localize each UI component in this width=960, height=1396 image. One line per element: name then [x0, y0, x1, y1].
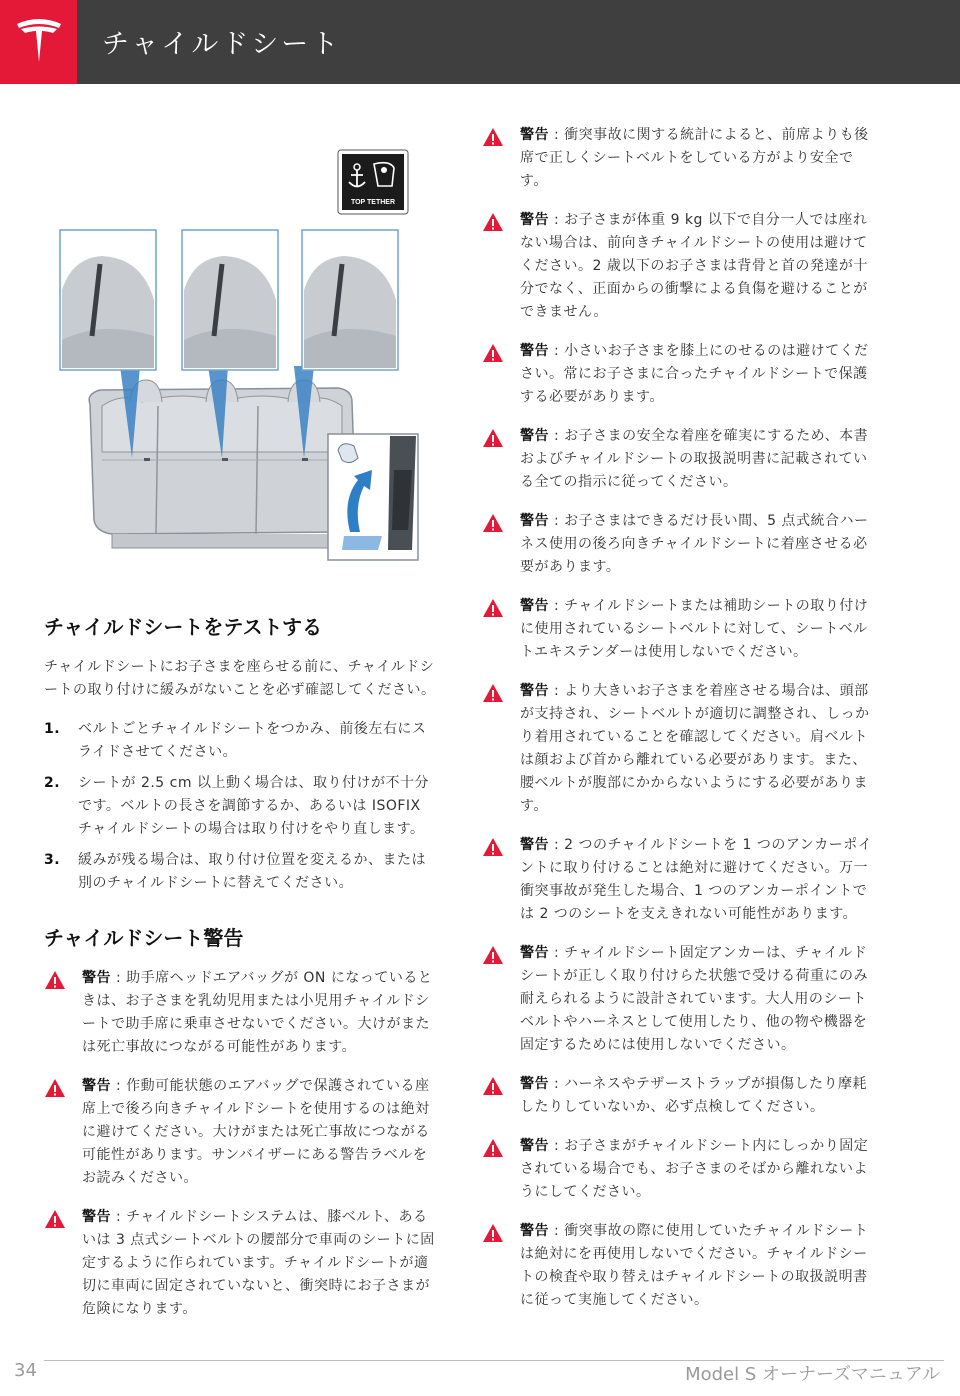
- warning-item: [44, 967, 440, 1059]
- warning-separator: :: [549, 1223, 565, 1239]
- step-text: シートが 2.5 cm 以上動く場合は、取り付けが不十分です。ベルトの長さを調節するか、あるいは ISOFIX チャイルドシートの場合は取り付けをやり直します。: [78, 775, 429, 837]
- list-item: [44, 718, 440, 764]
- warning-separator: :: [549, 1138, 565, 1154]
- warning-separator: :: [549, 212, 565, 228]
- warning-item: [482, 1073, 878, 1119]
- step-number: 2.: [44, 775, 61, 791]
- warning-item: [482, 1135, 878, 1204]
- warning-label: 警告: [520, 127, 549, 143]
- warning-separator: :: [549, 513, 565, 529]
- warning-triangle-icon: [482, 513, 504, 533]
- chapter-title: チャイルドシート: [102, 29, 342, 60]
- warning-item: [482, 209, 878, 324]
- warning-label: 警告: [520, 683, 549, 699]
- right-column: [482, 124, 878, 1328]
- warning-separator: :: [549, 945, 565, 961]
- warning-text: 衝突事故に関する統計によると、前席よりも後席で正しくシートベルトをしている方がより安全です。: [520, 127, 869, 189]
- test-section-heading: チャイルドシートをテストする: [44, 615, 322, 639]
- warning-text: ハーネスやテザーストラップが損傷したり摩耗したりしていないか、必ず点検してください。: [520, 1076, 867, 1115]
- step-number: 1.: [44, 721, 61, 737]
- warning-item: [44, 1075, 440, 1190]
- manual-name: Model S オーナーズマニュアル: [685, 1364, 940, 1385]
- warning-separator: :: [549, 428, 565, 444]
- warning-separator: :: [549, 837, 565, 853]
- right-warning-list: [482, 124, 878, 1312]
- warning-triangle-icon: [44, 1209, 66, 1229]
- warning-label: 警告: [520, 343, 549, 359]
- brand-logo: [0, 0, 77, 84]
- step-text: ベルトごとチャイルドシートをつかみ、前後左右にスライドさせてください。: [78, 721, 427, 760]
- warning-item: [482, 595, 878, 664]
- warning-text: 助手席ヘッドエアバッグが ON になっているときは、お子さまを乳幼児用または小児用チャイルドシートで助手席に乗車させないでください。大けがまたは死亡事故につながる可能性があります。: [82, 970, 433, 1055]
- warning-text: お子さまがチャイルドシート内にしっかり固定されている場合でも、お子さまのそばから離れないようにしてください。: [520, 1138, 869, 1200]
- warning-separator: :: [549, 683, 565, 699]
- warning-triangle-icon: [482, 212, 504, 232]
- warning-text: お子さまの安全な着座を確実にするため、本書およびチャイルドシートの取扱説明書に記載されている全ての指示に従ってください。: [520, 428, 869, 490]
- warning-text: チャイルドシートまたは補助シートの取り付けに使用されているシートベルトに対して、シートベルトエキステンダーは使用しないでください。: [520, 598, 869, 660]
- warning-triangle-icon: [44, 1078, 66, 1098]
- warning-item: [482, 425, 878, 494]
- warning-item: [482, 834, 878, 926]
- warning-text: 作動可能状態のエアバッグで保護されている座席上で後ろ向きチャイルドシートを使用するのは絶対に避けてください。大けがまたは死亡事故につながる可能性があります。サンバイザーにある警告ラベルをお読みください。: [82, 1078, 430, 1186]
- warning-label: 警告: [82, 1209, 111, 1225]
- warning-triangle-icon: [482, 428, 504, 448]
- test-section-intro: チャイルドシートにお子さまを座らせる前に、チャイルドシートの取り付けに緩みがないことを必ず確認してください。: [44, 659, 436, 698]
- seat-detail-panel: [302, 230, 398, 370]
- warning-label: 警告: [520, 428, 549, 444]
- warning-separator: :: [111, 1209, 127, 1225]
- page-number: 34: [14, 1360, 37, 1381]
- warning-separator: :: [549, 598, 565, 614]
- warning-item: [482, 942, 878, 1057]
- warning-triangle-icon: [482, 343, 504, 363]
- warning-item: [44, 1206, 440, 1321]
- warning-label: 警告: [520, 837, 549, 853]
- seat-detail-panel: [60, 230, 156, 370]
- warning-text: お子さまはできるだけ長い間、5 点式統合ハーネス使用の後ろ向きチャイルドシートに着座させる必要があります。: [520, 513, 869, 575]
- warning-triangle-icon: [482, 1223, 504, 1243]
- warning-separator: :: [549, 1076, 565, 1092]
- warning-text: 衝突事故の際に使用していたチャイルドシートは絶対にを再使用しないでください。チャイルドシートの検査や取り替えはチャイルドシートの取扱説明書に従って実施してください。: [520, 1223, 869, 1308]
- warning-item: [482, 340, 878, 409]
- test-steps-list: [44, 718, 440, 895]
- warning-triangle-icon: [482, 1138, 504, 1158]
- warning-section-heading: チャイルドシート警告: [44, 926, 244, 950]
- warning-item: [482, 510, 878, 579]
- warning-text: チャイルドシートシステムは、膝ベルト、あるいは 3 点式シートベルトの腰部分で車両のシートに固定するように作られています。チャイルドシートが適切に車両に固定されていないと、衝突時にお子さまが危険になります。: [82, 1209, 435, 1317]
- warning-text: より大きいお子さまを着座させる場合は、頭部が支持され、シートベルトが適切に調整され、しっかり着用されていることを確認してください。肩ベルトは顔および首から離れている必要があります。また、腰ベルトが腹部にかからないようにする必要があります。: [520, 683, 870, 814]
- warning-separator: :: [111, 970, 127, 986]
- warning-triangle-icon: [482, 598, 504, 618]
- child-seat-anchor-illustration: [42, 140, 422, 570]
- step-number: 3.: [44, 852, 61, 868]
- warning-label: 警告: [520, 1076, 549, 1092]
- warning-separator: :: [549, 343, 565, 359]
- list-item: [44, 772, 440, 841]
- warning-triangle-icon: [482, 127, 504, 147]
- warning-triangle-icon: [482, 837, 504, 857]
- warning-label: 警告: [520, 1223, 549, 1239]
- warning-separator: :: [549, 127, 565, 143]
- warning-label: 警告: [520, 598, 549, 614]
- warning-label: 警告: [520, 513, 549, 529]
- warning-triangle-icon: [482, 683, 504, 703]
- warning-separator: :: [111, 1078, 127, 1094]
- list-item: [44, 849, 440, 895]
- step-text: 緩みが残る場合は、取り付け位置を変えるか、または別のチャイルドシートに替えてください。: [78, 852, 426, 891]
- badge-label: TOP TETHER: [350, 199, 396, 206]
- warning-item: [482, 1220, 878, 1312]
- tesla-logo-icon: [13, 16, 65, 68]
- warning-item: [482, 124, 878, 193]
- warning-triangle-icon: [44, 970, 66, 990]
- top-tether-badge: [338, 150, 408, 214]
- warning-label: 警告: [520, 945, 549, 961]
- left-warning-list: [44, 967, 440, 1321]
- isofix-detail-panel: [328, 434, 418, 560]
- warning-label: 警告: [82, 1078, 111, 1094]
- left-column: [44, 612, 440, 1337]
- warning-label: 警告: [82, 970, 111, 986]
- warning-label: 警告: [520, 212, 549, 228]
- warning-text: 小さいお子さまを膝上にのせるのは避けてください。常にお子さまに合ったチャイルドシートで保護する必要があります。: [520, 343, 869, 405]
- warning-triangle-icon: [482, 945, 504, 965]
- warning-item: [482, 680, 878, 818]
- warning-text: お子さまが体重 9 kg 以下で自分一人では座れない場合は、前向きチャイルドシートの使用は避けてください。2 歳以下のお子さまは背骨と首の発達が十分でなく、正面からの衝撃による負傷を避けることができません。: [520, 212, 868, 320]
- seat-detail-panel: [182, 230, 278, 370]
- warning-text: 2 つのチャイルドシートを 1 つのアンカーポイントに取り付けることは絶対に避けてください。万一衝突事故が発生した場合、1 つのアンカーポイントでは 2 つのシートを支えきれない可能性があります。: [520, 837, 873, 922]
- warning-label: 警告: [520, 1138, 549, 1154]
- page-header: [0, 0, 960, 84]
- warning-triangle-icon: [482, 1076, 504, 1096]
- warning-text: チャイルドシート固定アンカーは、チャイルドシートが正しく取り付けらた状態で受ける荷重にのみ耐えられるように設計されています。大人用のシートベルトやハーネスとして使用したり、他の物や機器を固定するためには使用しないでください。: [520, 945, 868, 1053]
